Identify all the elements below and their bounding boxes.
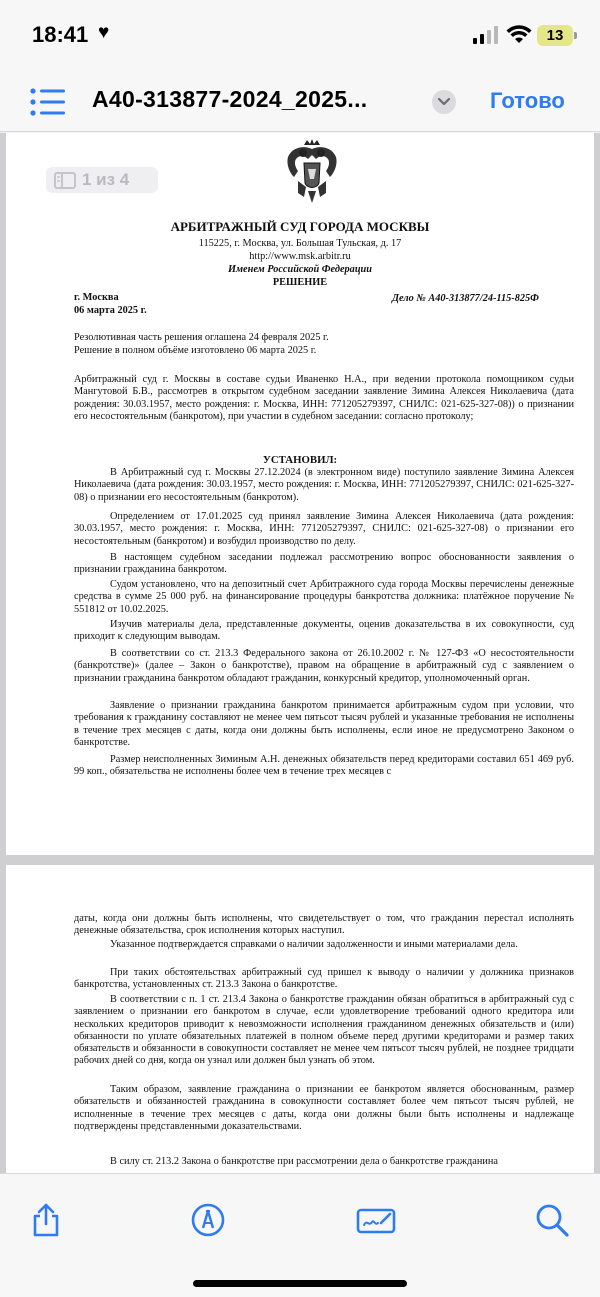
paragraph-intro: Арбитражный суд г. Москвы в составе судьи Иваненко Н.А., при ведении протокола помощником судьи Мангутовой Б.В., рассмотрев в открытом судебном заседании заявление Зимина Алексея Николаевича (дата рождения: 30.03.1957, место рождения: г. Москва, ИНН: 771205279397, СНИЛС: 021-625-327-08)) о признании его несостоятельным (банкротом), при участии в судебном заседании: согласно протоколу; <box>74 374 574 422</box>
home-indicator[interactable] <box>193 1280 407 1287</box>
bottom-toolbar <box>0 1173 600 1297</box>
heart-icon: ♥ <box>98 22 110 43</box>
paragraph: В соответствии со ст. 213.3 Федерального закона от 26.10.2002 г. № 127-ФЗ «О несостоятельности (банкротстве)» (далее – Закон о банкротстве), правом на обращение в арбитражный суд с заявлением о признании гражданина банкротом обладают гражданин, конкурсный кредитор, уполномоченный орган. <box>74 648 574 684</box>
paragraph: При таких обстоятельствах арбитражный суд пришел к выводу о наличии у должника признаков банкротства, установленных ст. 213.3 Закона о банкротстве. <box>74 967 574 991</box>
paragraph: Судом установлено, что на депозитный счет Арбитражного суда города Москвы перечислены денежные средства в сумме 25 000 руб. на финансирование процедуры банкротства должника: платёжное поручение № 551812 от 10.02.2025. <box>74 579 574 615</box>
paragraph: даты, когда они должны быть исполнены, что свидетельствует о том, что гражданин перестал исполнять денежные обязательства, срок исполнения которых наступил. <box>74 913 574 937</box>
search-icon[interactable] <box>534 1202 570 1238</box>
established-heading: УСТАНОВИЛ: <box>262 454 338 466</box>
page-counter-label: 1 из 4 <box>82 170 130 189</box>
status-bar <box>0 0 600 70</box>
pdf-viewer[interactable] <box>0 133 600 1173</box>
thumbnails-icon <box>54 172 76 189</box>
chevron-down-icon <box>438 98 450 106</box>
decision-heading: РЕШЕНИЕ <box>272 277 328 288</box>
paragraph: Указанное подтверждается справками о наличии задолженности и иными материалами дела. <box>110 939 518 950</box>
paragraph-full: Решение в полном объёме изготовлено 06 марта 2025 г. <box>74 345 317 356</box>
paragraph: Таким образом, заявление гражданина о признании ее банкротом является обоснованным, размер обязательств и обязанностей гражданина в совокупности составляет более чем пятьсот тысяч рублей, не исполненные в течение трех месяцев с даты, когда они должны были быть исполнены и надлежаще подтверждены представленными доказательствами. <box>74 1084 574 1132</box>
document-title[interactable]: A40-313877-2024_2025... <box>92 86 368 112</box>
court-address: 115225, г. Москва, ул. Большая Тульская, д. 17 <box>198 238 402 249</box>
markup-icon[interactable] <box>190 1202 226 1238</box>
wifi-icon <box>506 24 532 44</box>
pdf-page-1 <box>6 133 594 855</box>
done-button[interactable]: Готово <box>490 88 565 113</box>
paragraph: В настоящем судебном заседании подлежал рассмотрению вопрос обоснованности заявления о признании гражданина банкротом. <box>74 552 574 576</box>
battery-indicator: 13 <box>537 25 573 46</box>
battery-tip <box>574 32 577 39</box>
nav-bar <box>0 70 600 132</box>
title-menu-button[interactable] <box>432 90 456 114</box>
signature-icon[interactable] <box>356 1202 396 1238</box>
coat-of-arms-emblem <box>284 137 340 207</box>
case-number: Дело № А40-313877/24-115-825Ф <box>392 293 539 304</box>
in-the-name-of: Именем Российской Федерации <box>227 264 373 275</box>
document-date: 06 марта 2025 г. <box>74 305 147 316</box>
pdf-page-2 <box>6 865 594 1173</box>
paragraph: В Арбитражный суд г. Москвы 27.12.2024 (в электронном виде) поступило заявление Зимина Алексея Николаевича (дата рождения: 30.03.1957, место рождения: г. Москва, ИНН: 771205279397, СНИЛС: 021-625-327-08) о признании его несостоятельным (банкротом). <box>74 467 574 503</box>
paragraph: Заявление о признании гражданина банкротом принимается арбитражным судом при условии, что требования к гражданину составляют не менее чем пятьсот тысяч рублей и указанные требования не исполнены в течение трех месяцев с даты, когда они должны быть исполнены, если иное не предусмотрено Законом о банкротстве. <box>74 700 574 748</box>
paragraph: Определением от 17.01.2025 суд принял заявление Зимина Алексея Николаевича (дата рождения: 30.03.1957, место рождения: г. Москва, ИНН: 771205279397, СНИЛС: 021-625-327-08) о признании его несостоятельным (банкротом) и возбудил производство по делу. <box>74 511 574 547</box>
list-icon[interactable] <box>30 88 66 116</box>
court-website: http://www.msk.arbitr.ru <box>249 251 351 262</box>
paragraph-operative: Резолютивная часть решения оглашена 24 февраля 2025 г. <box>74 332 329 343</box>
page-counter <box>46 167 158 193</box>
paragraph: В силу ст. 213.2 Закона о банкротстве при рассмотрении дела о банкротстве гражданина <box>110 1156 498 1167</box>
paragraph: В соответствии с п. 1 ст. 213.4 Закона о банкротстве гражданин обязан обратиться в арбитражный суд с заявлением о признании его банкротом в случае, если удовлетворение требований одного кредитора или нескольких кредиторов приводит к невозможности исполнения гражданином денежных обязательств и (или) обязанности по уплате обязательных платежей в полном объеме перед другими кредиторами и размер таких обязательств и обязанности в совокупности составляет не менее чем пятьсот тысяч рублей, не позднее тридцати рабочих дней со дня, когда он узнал или должен был узнать об этом. <box>74 994 574 1067</box>
status-time: 18:41 <box>32 22 89 47</box>
share-icon[interactable] <box>28 1202 64 1238</box>
court-name: АРБИТРАЖНЫЙ СУД ГОРОДА МОСКВЫ <box>170 219 430 234</box>
cellular-signal-icon <box>473 26 499 44</box>
paragraph: Изучив материалы дела, представленные документы, оценив доказательства в их совокупности, суд приходит к следующим выводам. <box>74 619 574 643</box>
document-city: г. Москва <box>74 292 119 303</box>
paragraph: Размер неисполненных Зиминым А.Н. денежных обязательств перед кредиторами составил 651 469 руб. 99 коп., обязательства не исполнены более чем в течение трех месяцев с <box>74 754 574 778</box>
